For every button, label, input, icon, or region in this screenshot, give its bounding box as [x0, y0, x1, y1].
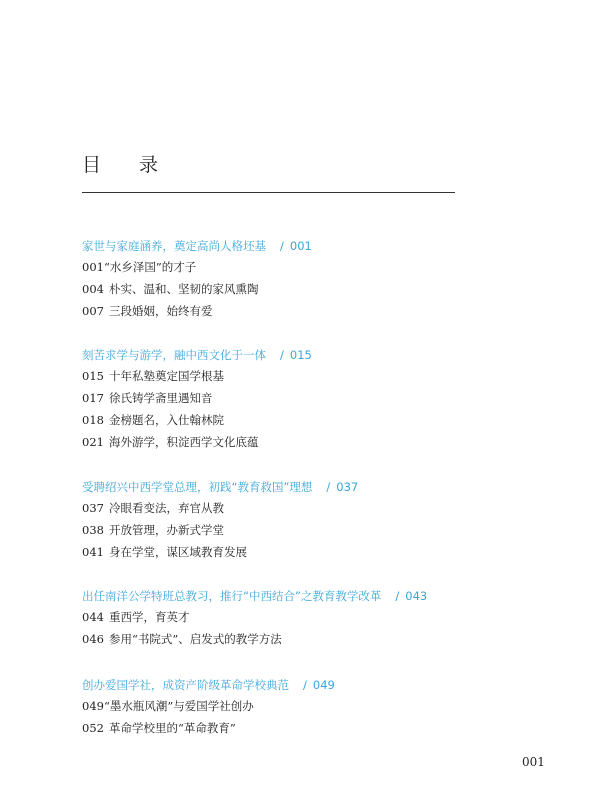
toc-entry-title: 参用“书院式”、启发式的教学方法	[108, 632, 282, 646]
toc-entry[interactable]	[82, 303, 552, 325]
toc-entry-title: “水乡泽国”的才子	[103, 260, 197, 274]
toc-section	[82, 588, 552, 653]
toc-entry[interactable]	[82, 631, 552, 653]
toc-entry-title: 朴实、温和、坚韧的家风熏陶	[108, 282, 259, 296]
toc-entry-page: 044	[82, 610, 104, 624]
toc-entry-page: 021	[82, 435, 104, 449]
toc-section	[82, 347, 552, 456]
section-heading-title: 刻苦求学与游学，融中西文化于一体	[82, 348, 266, 362]
toc-entry-title: “墨水瓶风潮”与爱国学社创办	[103, 699, 254, 713]
section-heading-title: 家世与家庭涵养，奠定高尚人格坯基	[82, 239, 266, 253]
toc-entry-page: 037	[82, 501, 104, 515]
section-heading-separator: /	[280, 348, 284, 362]
section-heading[interactable]	[82, 238, 552, 254]
section-heading-page: 037	[336, 480, 359, 494]
toc-entry-page: 018	[82, 413, 104, 427]
toc-entry-page: 038	[82, 523, 104, 537]
toc-entry[interactable]	[82, 390, 552, 412]
toc-entry[interactable]	[82, 412, 552, 434]
toc-entry-page: 001	[82, 260, 104, 274]
section-heading[interactable]	[82, 479, 552, 495]
section-heading-separator: /	[395, 589, 400, 603]
toc-entry[interactable]	[82, 720, 552, 742]
toc-entry[interactable]	[82, 281, 552, 303]
section-heading-separator: /	[303, 678, 307, 692]
page-title: 目 录	[82, 154, 175, 176]
toc-entry-title: 海外游学，积淀西学文化底蕴	[108, 435, 259, 449]
section-heading-title: 创办爱国学社，成资产阶级革命学校典范	[82, 678, 289, 692]
toc-entry-page: 046	[82, 632, 104, 646]
section-heading[interactable]	[82, 588, 552, 604]
toc-entry-page: 017	[82, 391, 104, 405]
section-heading[interactable]	[82, 677, 552, 693]
toc-entry[interactable]	[82, 259, 552, 281]
section-heading-page: 043	[405, 589, 428, 603]
toc-entry[interactable]	[82, 368, 552, 390]
toc-entry-title: 金榜题名，入仕翰林院	[108, 413, 224, 427]
toc-entry-title: 重西学，育英才	[108, 610, 190, 624]
toc-entry-page: 007	[82, 304, 104, 318]
toc-entry-page: 015	[82, 369, 104, 383]
toc-entry[interactable]	[82, 500, 552, 522]
toc-entry-title: 十年私塾奠定国学根基	[108, 369, 224, 383]
toc-entry[interactable]	[82, 434, 552, 456]
toc-entry-page: 052	[82, 721, 104, 735]
toc-entry-page: 049	[82, 699, 104, 713]
toc-section	[82, 238, 552, 325]
toc-entry[interactable]	[82, 698, 552, 720]
section-heading-page: 015	[289, 348, 312, 362]
toc-entry[interactable]	[82, 609, 552, 631]
toc-entry-title: 开放管理，办新式学堂	[108, 523, 224, 537]
toc-section	[82, 677, 552, 742]
section-heading[interactable]	[82, 347, 552, 363]
toc-section	[82, 479, 552, 566]
section-heading-separator: /	[280, 239, 284, 253]
toc-entry-title: 革命学校里的“革命教育”	[108, 721, 236, 735]
section-heading-separator: /	[326, 480, 331, 494]
page-number: 001	[522, 755, 545, 769]
toc-entry[interactable]	[82, 544, 552, 566]
toc-entry[interactable]	[82, 522, 552, 544]
section-heading-page: 001	[289, 239, 312, 253]
toc-entry-title: 冷眼看变法，弃官从教	[108, 501, 224, 515]
toc-entry-page: 041	[82, 545, 104, 559]
section-heading-title: 受聘绍兴中西学堂总理，初践“教育救国”理想	[82, 480, 313, 494]
toc-entry-page: 004	[82, 282, 104, 296]
toc-entry-title: 身在学堂，谋区域教育发展	[108, 545, 247, 559]
section-heading-title: 出任南洋公学特班总教习，推行“中西结合”之教育教学改革	[82, 589, 382, 603]
toc-entry-title: 徐氏铸学斋里遇知音	[108, 391, 213, 405]
section-heading-page: 049	[312, 678, 335, 692]
title-divider	[82, 192, 455, 193]
toc-entry-title: 三段婚姻，始终有爱	[108, 304, 213, 318]
